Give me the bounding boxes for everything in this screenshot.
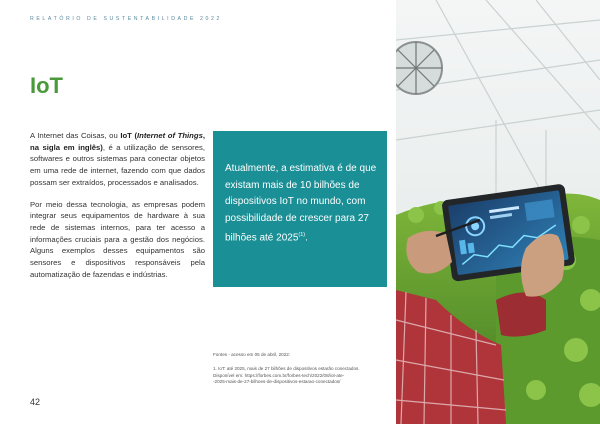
- section-title: IoT: [30, 73, 63, 98]
- callout-text: Atualmente, a estimativa é de que existam mais de 10 bilhões de dispositivos IoT no mundo, com possibilidade de crescer para 27 bilhões até 2025: [225, 163, 377, 244]
- body-text: [30, 130, 205, 290]
- highlight-callout: [213, 131, 387, 287]
- page-number: 42: [30, 397, 41, 407]
- source-line-2: Disponível em: https://forbes.com.br/forbes-tech/2022/08/iot-ate-: [213, 372, 345, 378]
- paragraph-1: [30, 130, 205, 189]
- p1-text-e: , é a utilização de sensores, softwares e outros sistemas para conectar objetos em uma rede de internet, fazendo com que dados possam ser extraídos, processados e analisados.: [30, 142, 205, 187]
- photo-illustration: [396, 0, 600, 424]
- footnote-ref: (1): [298, 232, 306, 238]
- greenhouse-tablet-photo: [396, 0, 600, 424]
- sources-title: Fontes - acesso em 05 de abril, 2022:: [213, 352, 291, 357]
- source-line-1: 1. IoT: até 2025, mais de 27 bilhões de dispositivos estarão conectados.: [213, 365, 360, 371]
- source-line-3: -2025-mais-de-27-bilhoes-de-dispositivos-estarao-conectados/: [213, 379, 341, 385]
- callout-tail: .: [305, 232, 308, 244]
- sources-footnote: [213, 352, 385, 386]
- p1-sigla: , na sigla em inglês): [30, 131, 205, 152]
- p1-iot-english: Internet of Things: [137, 131, 203, 140]
- p1-iot-bold: IoT (: [120, 131, 138, 140]
- p1-text-a: A Internet das Coisas, ou: [30, 131, 121, 140]
- paragraph-2: Por meio dessa tecnologia, as empresas podem integrar seus equipamentos de hardware à sua rede de sistemas internos, para ter acesso a informações cruciais para a gestão dos negócios. Alguns exemplos desses equipamentos são sensores e dispositivos responsáveis pela automatização de fazendas e indústrias.: [30, 199, 205, 279]
- report-header: RELATÓRIO DE SUSTENTABILIDADE 2022: [30, 16, 222, 22]
